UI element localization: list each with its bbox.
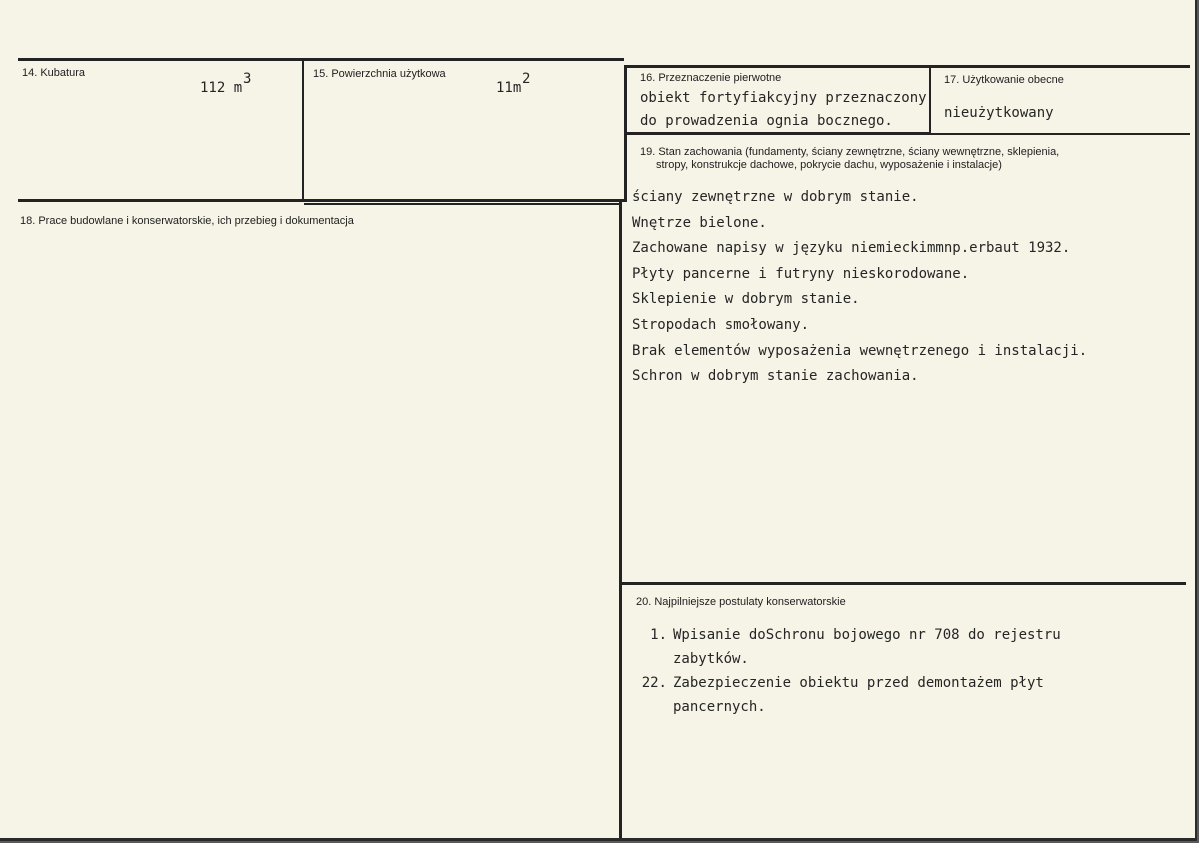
- prace-budowlane-label: 18. Prace budowlane i konserwatorskie, ich przebieg i dokumentacja: [20, 215, 354, 227]
- divider-16-17: [929, 65, 931, 133]
- postulaty-label: 20. Najpilniejsze postulaty konserwatorskie: [636, 596, 846, 608]
- uzytkowanie-label: 17. Użytkowanie obecne: [944, 74, 1064, 86]
- stan-line: Brak elementów wyposażenia wewnętrzenego i instalacji.: [632, 342, 1088, 359]
- rule-18-top: [304, 203, 622, 205]
- kubatura-superscript: 3: [243, 71, 252, 87]
- postulat-text: Wpisanie doSchronu bojowego nr 708 do rejestru zabytków.: [673, 627, 1061, 667]
- rule-above-20: [622, 582, 1186, 585]
- stan-zachowania-text: [632, 185, 1087, 390]
- przeznaczenie-line-1: obiekt fortyfiakcyjny przeznaczony: [640, 90, 927, 106]
- stan-zachowania-label: [640, 146, 1180, 172]
- top-rule-left: [18, 58, 624, 61]
- uzytkowanie-value: nieużytkowany: [944, 105, 1054, 121]
- powierzchnia-label: 15. Powierzchnia użytkowa: [313, 68, 446, 80]
- postulat-number: 1.: [650, 627, 667, 643]
- postulaty-list: [637, 623, 1177, 719]
- przeznaczenie-line-2: do prowadzenia ognia bocznego.: [640, 113, 893, 129]
- rule-under-14-15: [18, 199, 624, 202]
- stan-line: Schron w dobrym stanie zachowania.: [632, 368, 919, 385]
- postulat-text: Zabezpieczenie obiektu przed demontażem płyt pancernych.: [673, 675, 1044, 715]
- stan-line: ściany zewnętrzne w dobrym stanie.: [632, 189, 919, 205]
- stan-line: Sklepienie w dobrym stanie.: [632, 291, 860, 308]
- przeznaczenie-label: 16. Przeznaczenie pierwotne: [640, 72, 782, 84]
- stan-line: Stropodach smołowany.: [632, 316, 810, 333]
- stan-zachowania-label-line-1: 19. Stan zachowania (fundamenty, ściany zewnętrzne, ściany wewnętrzne, sklepienia,: [640, 146, 1060, 158]
- stan-line: Wnętrze bielone.: [632, 214, 767, 231]
- top-rule-right: [624, 65, 1190, 68]
- postulat-item: [637, 671, 1177, 719]
- kubatura-value: 112 m: [200, 80, 243, 96]
- powierzchnia-superscript: 2: [522, 71, 531, 87]
- stan-zachowania-label-line-2: stropy, konstrukcje dachowe, pokrycie dachu, wyposażenie i instalacje): [656, 159, 1002, 171]
- divider-14-15: [302, 58, 304, 202]
- postulat-item: [637, 623, 1177, 671]
- rule-under-17: [624, 133, 1190, 135]
- stan-line: Zachowane napisy w języku niemieckimmnp.erbaut 1932.: [632, 240, 1071, 257]
- divider-left-main: [619, 200, 622, 838]
- kubatura-label: 14. Kubatura: [22, 67, 85, 79]
- powierzchnia-value: 11m: [496, 80, 522, 96]
- stan-line: Płyty pancerne i futryny nieskorodowane.: [632, 265, 970, 282]
- postulat-number: 22.: [641, 675, 667, 691]
